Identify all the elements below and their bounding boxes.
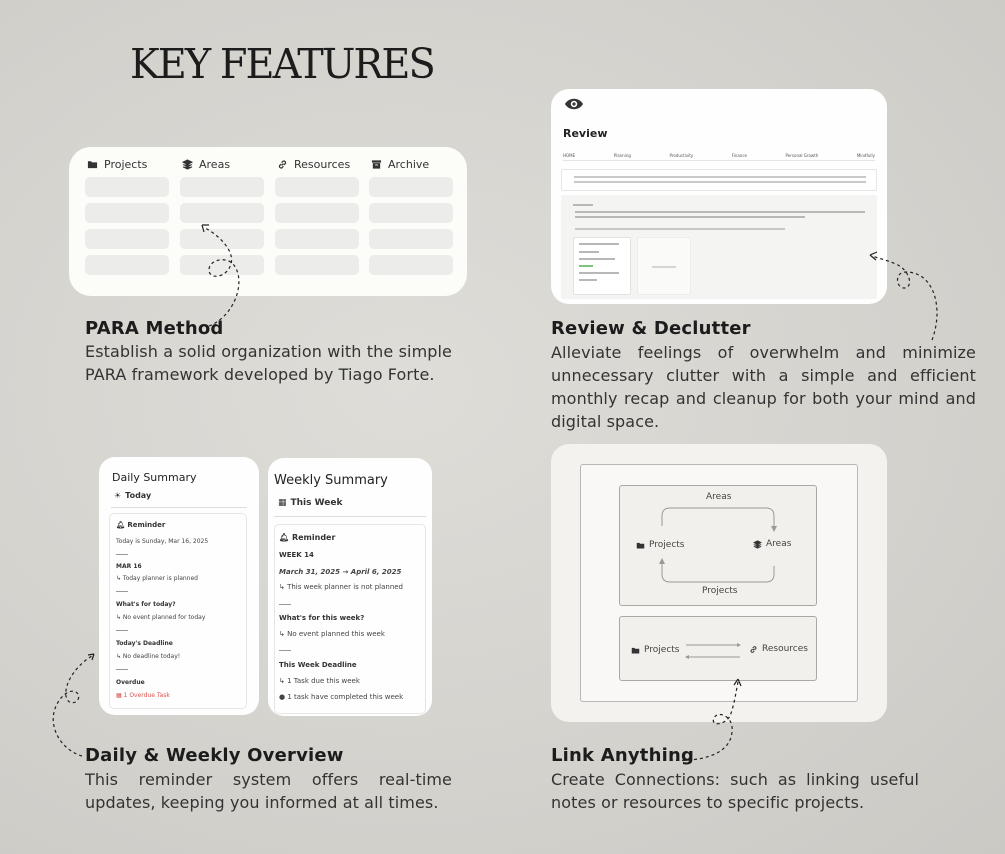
weekly-summary-title: Weekly Summary [274,473,388,488]
review-feature-title: Review & Declutter [551,318,751,339]
weekly-deadline: This Week Deadline [279,661,357,669]
para-placeholder-row [85,229,169,249]
link-box-left-label: Projects [636,540,684,550]
bell-icon: 🔔︎ [279,533,290,542]
daily-date: MAR 16 [116,563,142,570]
para-placeholder-row [275,255,359,275]
bidirectional-arrow-icon [620,617,818,682]
review-preview-card [551,89,887,304]
page-title: KEY FEATURES [130,40,434,88]
review-page-title: Review [563,127,608,140]
para-placeholder-row [369,229,453,249]
daily-today-label: Today [125,491,152,500]
link-areas-box [619,485,817,606]
para-column-label: Projects [104,157,148,171]
review-nav-home[interactable]: HOME [563,153,576,158]
review-tab-row [575,228,785,230]
calendar-icon: ▦ [278,498,287,508]
para-column-label: Resources [294,157,351,171]
review-task-card [573,237,631,295]
para-placeholder-row [85,255,169,275]
sun-icon: ☀ [114,491,122,500]
daily-today-tab[interactable] [114,491,151,500]
weekly-planner-status: ↳ This week planner is not planned [279,583,404,591]
overview-feature-description: This reminder system offers real-time updates, keeping you informed at all times. [85,770,452,812]
eye-icon [564,97,584,111]
weekly-reminder-panel [274,524,426,714]
review-nav-mindfully[interactable]: Mindfully [856,153,875,158]
weekly-summary-card [268,458,432,716]
review-text-line [575,216,805,218]
review-feature-description: Alleviate feelings of overwhelm and minimize unnecessary clutter with a simple and efficient monthly recap and cleanup for both your mind and digital space. [551,343,976,431]
weekly-this-week-label: This Week [290,498,343,508]
daily-whats-for: What's for today? [116,601,176,608]
weekly-task-completed: ● 1 task have completed this week [279,693,404,701]
stack-icon [182,159,193,170]
daily-summary-card [99,457,259,715]
review-text-line [575,211,865,213]
weekly-task-due: ↳ 1 Task due this week [279,677,360,685]
para-feature-description: Establish a solid organization with the simple PARA framework developed by Tiago Forte. [85,342,452,384]
review-nav-finance[interactable]: Finance [731,153,747,158]
daily-overdue-task[interactable]: ▦ 1 Overdue Task [116,692,170,699]
review-nav-bar [563,153,875,161]
daily-reminder-panel [109,513,247,709]
folder-icon [87,159,98,170]
weekly-this-week-tab[interactable] [278,498,342,508]
para-column-archive [369,157,453,275]
weekly-reminder-heading: 🔔︎ Reminder [279,533,336,542]
cycle-arrows-icon [620,486,818,607]
para-column-label: Areas [199,157,231,171]
daily-planner-status: ↳ Today planner is planned [116,575,198,582]
para-column-label: Archive [388,157,430,171]
review-nav-personal-growth[interactable]: Personal Growth [785,153,819,158]
review-nav-planning[interactable]: Planning [613,153,631,158]
archive-icon [371,159,382,170]
review-nav-productivity[interactable]: Productivity [669,153,694,158]
weekly-week-number: WEEK 14 [279,551,314,559]
para-placeholder-row [369,177,453,197]
para-column-projects [85,157,169,275]
review-arrow-icon [866,248,946,343]
para-placeholder-row [85,203,169,223]
weekly-date-range: March 31, 2025 → April 6, 2025 [279,568,402,576]
para-placeholder-row [275,177,359,197]
overview-feature-title: Daily & Weekly Overview [85,745,344,766]
daily-overdue: Overdue [116,679,145,686]
daily-deadline: Today's Deadline [116,640,173,647]
link-diagram-frame [580,464,858,702]
link-resources-label: Resources [749,644,808,654]
link-feature-description: Create Connections: such as linking useful notes or resources to specific projects. [551,770,919,812]
link-resources-box [619,616,817,681]
para-placeholder-row [85,177,169,197]
para-feature-title: PARA Method [85,318,224,339]
review-text-line [573,204,593,206]
weekly-whats-for: What's for this week? [279,614,365,622]
calendar-icon: ▦ [116,692,122,699]
link-icon [277,159,288,170]
review-new-page-card [637,237,691,295]
bell-icon: 🔔︎ [116,521,125,529]
para-placeholder-row [180,177,264,197]
link-box-top-label: Areas [706,492,732,502]
weekly-no-event: ↳ No event planned this week [279,630,385,638]
para-placeholder-row [275,229,359,249]
daily-today-is: Today is Sunday, Mar 16, 2025 [116,538,209,545]
daily-no-deadline: ↳ No deadline today! [116,653,181,660]
para-column-resources [275,157,359,275]
daily-reminder-heading: 🔔︎ Reminder [116,521,166,529]
para-preview-card [69,147,467,296]
para-placeholder-row [369,255,453,275]
para-placeholder-row [275,203,359,223]
para-placeholder-row [369,203,453,223]
review-quote-block [561,169,877,191]
link-box-right-label: Areas [753,539,791,549]
daily-no-event: ↳ No event planned for today [116,614,206,621]
link-box-bottom-label: Projects [702,586,738,596]
daily-summary-title: Daily Summary [112,471,197,484]
overview-arrow-icon [48,650,108,760]
link-feature-title: Link Anything [551,745,695,766]
link-projects-label: Projects [631,645,679,655]
